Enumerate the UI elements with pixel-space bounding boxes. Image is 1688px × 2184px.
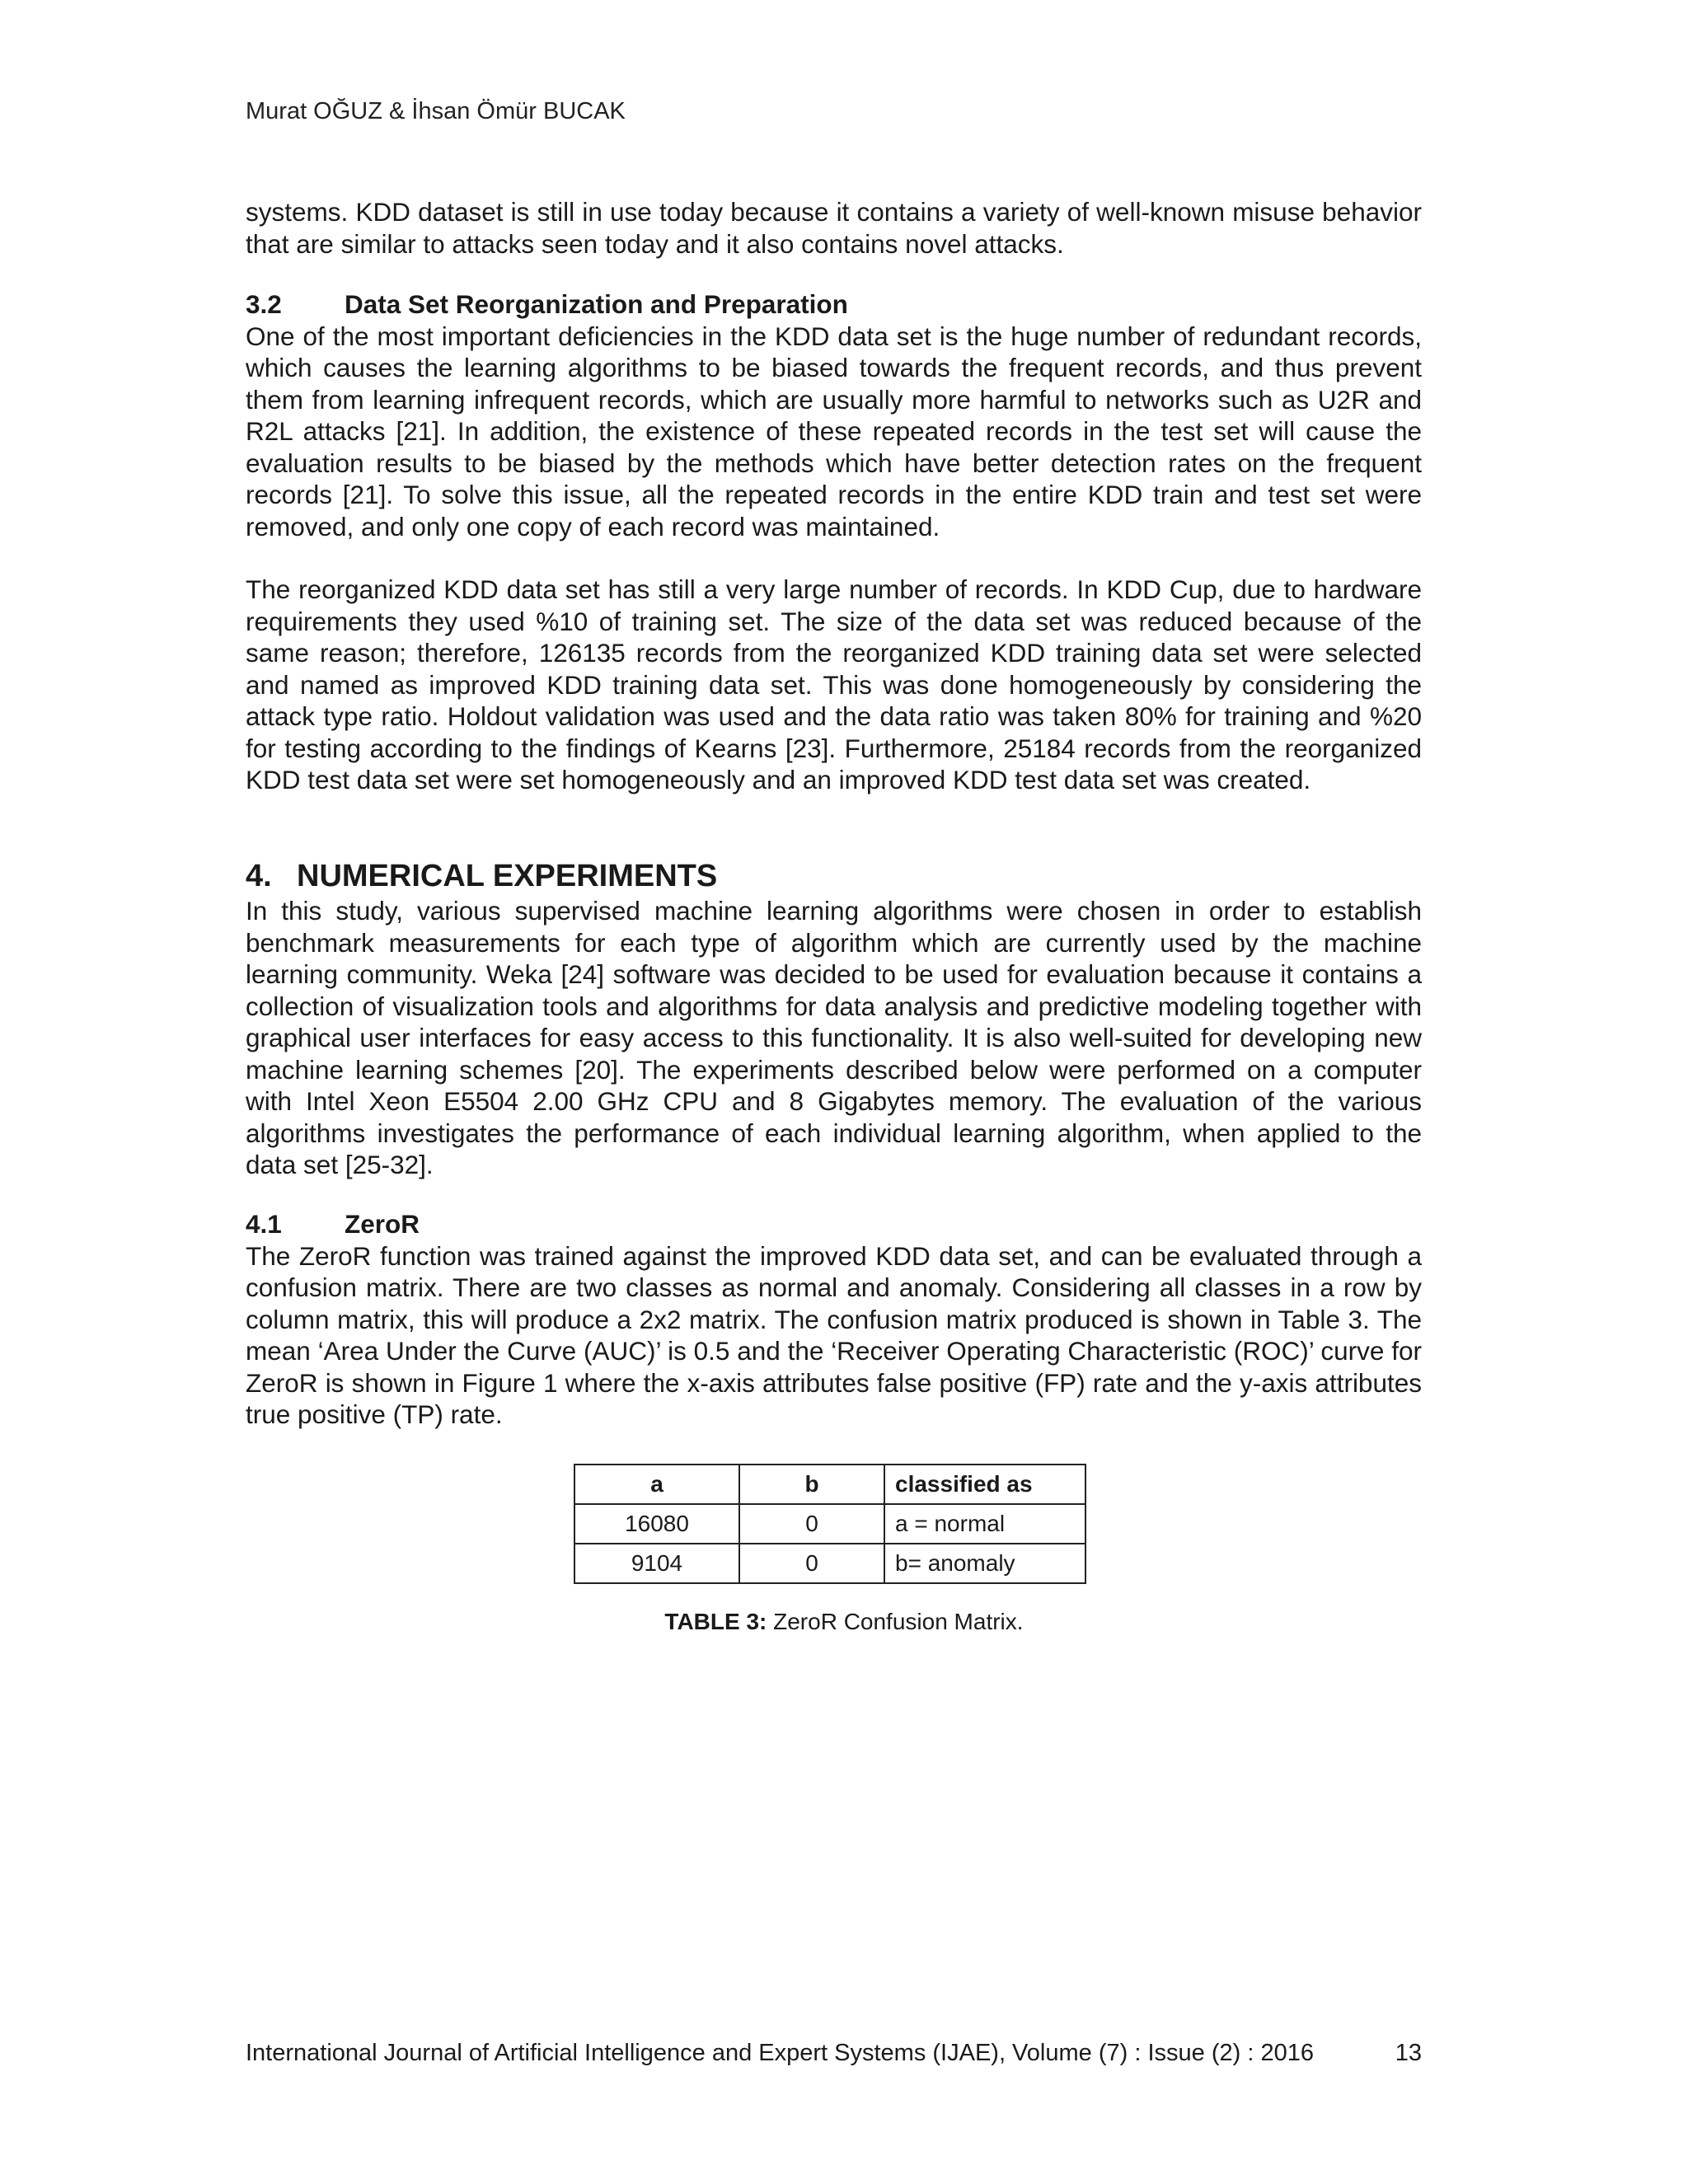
confusion-matrix-table — [574, 1464, 1086, 1584]
table-cell: 0 — [739, 1504, 884, 1544]
caption-text: ZeroR Confusion Matrix. — [767, 1609, 1024, 1634]
table-cell: 16080 — [574, 1504, 739, 1544]
section-number: 4. — [246, 859, 272, 893]
journal-citation: International Journal of Artificial Intelligence and Expert Systems (IJAE), Volume (7) : Issue (2) : 2016 — [246, 2040, 1314, 2066]
table-cell: b= anomaly — [884, 1544, 1085, 1583]
paragraph-continuation: systems. KDD dataset is still in use today because it contains a variety of well-known misuse behavior that are similar to attacks seen today and it also contains novel attacks. — [246, 197, 1422, 259]
table-cell: 0 — [739, 1544, 884, 1583]
table-header-cell: b — [739, 1465, 884, 1504]
running-header: Murat OĞUZ & İhsan Ömür BUCAK — [246, 98, 626, 124]
section-heading-3-2 — [246, 288, 1422, 321]
table-row — [574, 1504, 1085, 1544]
table-header-row — [574, 1465, 1085, 1504]
table-header-cell: classified as — [884, 1465, 1085, 1504]
section-title: ZeroR — [345, 1209, 420, 1239]
section-number: 3.2 — [246, 289, 282, 319]
table-header-cell: a — [574, 1465, 739, 1504]
table-caption — [0, 1607, 1688, 1637]
section-heading-4-1 — [246, 1208, 1422, 1240]
body-text-block-1 — [246, 196, 1422, 260]
paragraph-numerical-experiments: In this study, various supervised machine learning algorithms were chosen in order to establish benchmark measurements for each type of algorithm which are currently used by the machine learning community. Weka [24] software was decided to be used for evaluation because it contains a collection of visualization tools and algorithms for data analysis and predictive modeling together with graphical user interfaces for easy access to this functionality. It is also well-suited for developing new machine learning schemes [20]. The experiments described below were performed on a computer with Intel Xeon E5504 2.00 GHz CPU and 8 Gigabytes memory. The evaluation of the various algorithms investigates the performance of each individual learning algorithm, when applied to the data set [25-32]. — [246, 896, 1422, 1179]
section-3-2 — [246, 288, 1422, 542]
section-4 — [246, 857, 1422, 1181]
table-row — [574, 1544, 1085, 1583]
section-number: 4.1 — [246, 1209, 282, 1239]
section-4-1 — [246, 1208, 1422, 1431]
paragraph-zeror: The ZeroR function was trained against the improved KDD data set, and can be evaluated through a confusion matrix. There are two classes as normal and anomaly. Considering all classes in a row by column matrix, this will produce a 2x2 matrix. The confusion matrix produced is shown in Table 3. The mean ‘Area Under the Curve (AUC)’ is 0.5 and the ‘Receiver Operating Characteristic (ROC)’ curve for ZeroR is shown in Figure 1 where the x-axis attributes false positive (FP) rate and the y-axis attributes true positive (TP) rate. — [246, 1240, 1422, 1429]
paragraph-redundant-records: One of the most important deficiencies in the KDD data set is the huge number of redundant records, which causes the learning algorithms to be biased towards the frequent records, and thus prevent them from learning infrequent records, which are usually more harmful to networks such as U2R and R2L attacks [21]. In addition, the existence of these repeated records in the test set will cause the evaluation results to be biased by the methods which have better detection rates on the frequent records [21]. To solve this issue, all the repeated records in the entire KDD train and test set were removed, and only one copy of each record was maintained. — [246, 321, 1422, 541]
page-number: 13 — [1395, 2040, 1422, 2066]
table-cell: 9104 — [574, 1544, 739, 1583]
section-heading-4 — [246, 857, 1422, 895]
page-footer — [246, 2037, 1422, 2069]
section-title: NUMERICAL EXPERIMENTS — [297, 859, 718, 893]
section-title: Data Set Reorganization and Preparation — [345, 289, 848, 319]
paragraph-reorganized-dataset: The reorganized KDD data set has still a very large number of records. In KDD Cup, due to hardware requirements they used %10 of training set. The size of the data set was reduced because of the same reason; therefore, 126135 records from the reorganized KDD training data set were selected and named as improved KDD training data set. This was done homogeneously by considering the attack type ratio. Holdout validation was used and the data ratio was taken 80% for training and %20 for testing according to the findings of Kearns [23]. Furthermore, 25184 records from the reorganized KDD test data set were set homogeneously and an improved KDD test data set was created. — [246, 574, 1422, 794]
caption-label: TABLE 3: — [664, 1609, 767, 1634]
paragraph-block-reorganized — [246, 574, 1422, 796]
table-cell: a = normal — [884, 1504, 1085, 1544]
